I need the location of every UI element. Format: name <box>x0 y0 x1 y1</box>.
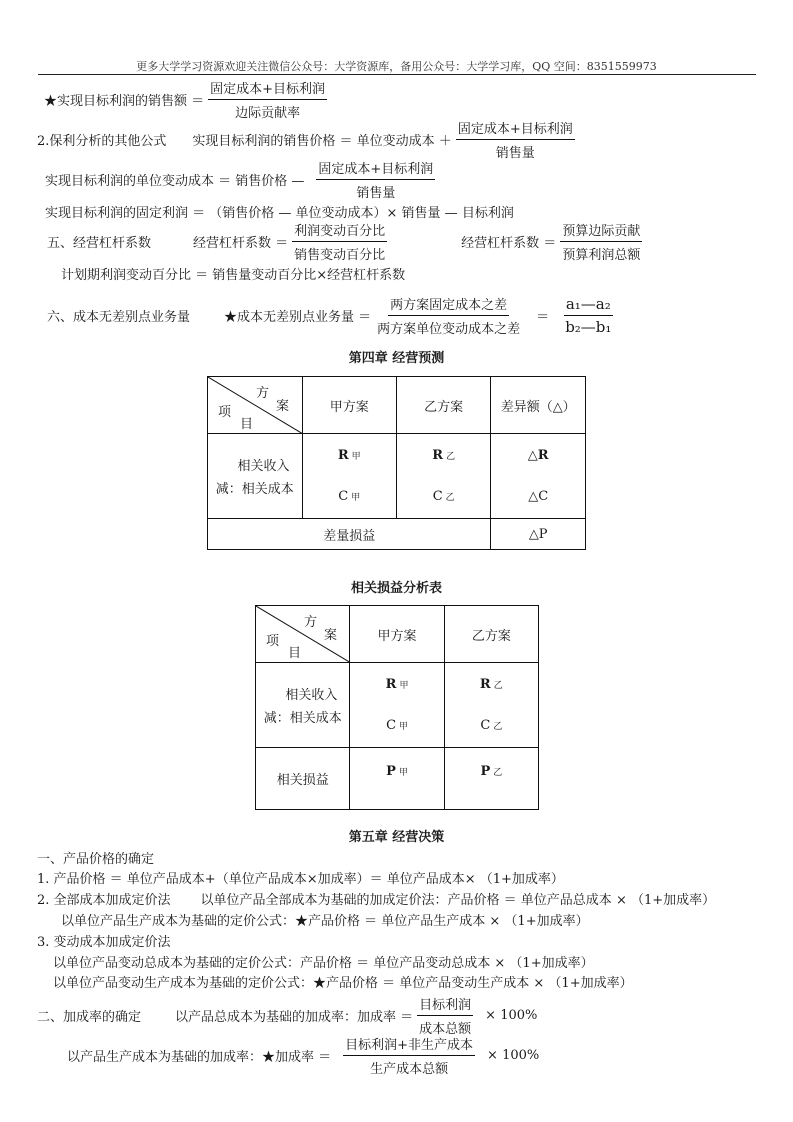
formula-markup-production <box>67 1034 539 1077</box>
fraction <box>343 1034 475 1077</box>
formula-rhs: × 100% <box>487 1048 540 1063</box>
footer-label: 差量损益 <box>208 519 491 550</box>
table-footer-row <box>208 519 586 550</box>
formula-lhs: 以产品总成本为基础的加成率：加成率 ＝ <box>175 1010 414 1025</box>
numerator: 目标利润+非生产成本 <box>343 1034 475 1056</box>
text-line <box>37 889 715 908</box>
row-label-line: 相关收入 <box>237 459 290 474</box>
formula-target-fixed: 实现目标利润的固定利润 ＝ （销售价格 — 单位变动成本）× 销售量 — 目标利润 <box>45 206 514 221</box>
formula-lhs: 经营杠杆系数 ＝ <box>461 236 557 251</box>
cell-value: C <box>480 718 491 733</box>
cell-value: △C <box>528 489 549 504</box>
chapter-5-title: 第五章 经营决策 <box>348 830 445 845</box>
table-row <box>208 434 586 519</box>
numerator: 预算边际贡献 <box>560 220 642 242</box>
cell-subscript: 甲 <box>399 722 409 732</box>
formula-lhs: 以产品生产成本为基础的加成率：★加成率 ＝ <box>67 1050 332 1065</box>
formula-markup-total <box>37 994 537 1037</box>
method-label: 2. 全部成本加成定价法 <box>37 893 171 908</box>
formula-indifference <box>47 294 617 337</box>
corner-top-text: 方 <box>256 386 270 401</box>
fraction <box>560 220 642 263</box>
table-cell <box>302 434 396 519</box>
corner-cell <box>208 377 303 434</box>
table-row <box>256 663 539 748</box>
row-label <box>256 663 350 748</box>
table-footer-row <box>256 748 539 810</box>
formula-target-sales <box>44 78 331 121</box>
formula-target-unit-cost <box>45 158 439 201</box>
text-line: 以单位产品变动生产成本为基础的定价公式：★产品价格 ＝ 单位产品变动生产成本 × （1+加成率） <box>53 976 633 991</box>
table-header-row <box>208 377 586 434</box>
column-header: 甲方案 <box>302 377 396 434</box>
table-header-row <box>256 606 539 663</box>
cell-value: △R <box>527 448 549 463</box>
formula-plan-profit: 计划期利润变动百分比 ＝ 销售量变动百分比×经营杠杆系数 <box>61 268 406 283</box>
chapter-4-title: 第四章 经营预测 <box>348 351 445 366</box>
column-header: 甲方案 <box>350 606 444 663</box>
column-header: 差异额（△） <box>491 377 586 434</box>
denominator: 预算利润总额 <box>562 248 641 263</box>
denominator: 销售量 <box>495 146 535 161</box>
relevant-profit-table <box>255 605 539 810</box>
page-header: 更多大学学习资源欢迎关注微信公众号：大学资源库，备用公众号：大学学习库，QQ 空间：8351559973 <box>136 60 657 73</box>
text-line: 1. 产品价格 ＝ 单位产品成本+（单位产品成本×加成率）＝ 单位产品成本× （1+加成率） <box>37 872 564 887</box>
cell-value: P <box>386 764 396 779</box>
table-2-title: 相关损益分析表 <box>350 581 442 596</box>
section-heading: 一、产品价格的确定 <box>37 852 155 867</box>
corner-left-text: 项 <box>266 634 280 649</box>
cell-subscript: 甲 <box>398 768 408 778</box>
header-rule <box>38 74 756 75</box>
fraction <box>316 158 435 201</box>
denominator: b₂—b₁ <box>565 318 612 336</box>
formula-lhs: ★成本无差别点业务量 ＝ <box>224 310 372 325</box>
section-label: 2.保利分析的其他公式 <box>37 134 167 149</box>
formula-lhs: 实现目标利润的单位变动成本 ＝ 销售价格 — <box>45 174 305 189</box>
footer-value: △P <box>491 519 586 550</box>
symbolic-fraction <box>563 295 613 336</box>
cell-value: R <box>432 448 444 463</box>
cell-subscript: 甲 <box>399 681 409 691</box>
fraction <box>456 118 575 161</box>
cell-value: C <box>432 489 443 504</box>
footer-label: 相关损益 <box>256 748 350 810</box>
table-cell <box>396 434 490 519</box>
denominator: 边际贡献率 <box>235 106 301 121</box>
denominator: 销售量 <box>356 186 396 201</box>
table-cell <box>444 663 538 748</box>
formula-rhs: × 100% <box>485 1008 538 1023</box>
numerator: 两方案固定成本之差 <box>388 294 509 316</box>
section-label: 五、经营杠杆系数 <box>47 236 152 251</box>
cell-value: R <box>337 448 349 463</box>
cell-subscript: 乙 <box>445 493 455 503</box>
table-cell <box>491 434 586 519</box>
corner-cell <box>256 606 350 663</box>
denominator: 两方案单位变动成本之差 <box>377 322 521 337</box>
fraction <box>292 220 387 263</box>
cell-subscript: 乙 <box>493 768 503 778</box>
formula-leverage <box>47 220 646 263</box>
fraction <box>208 78 327 121</box>
cell-value: R <box>385 677 397 692</box>
numerator: 固定成本+目标利润 <box>316 158 435 180</box>
row-label-line: 相关收入 <box>285 688 338 703</box>
cell-subscript: 甲 <box>351 493 361 503</box>
numerator: 固定成本+目标利润 <box>456 118 575 140</box>
row-label <box>208 434 303 519</box>
text-line: 3. 变动成本加成定价法 <box>37 935 171 950</box>
formula-lhs: 经营杠杆系数 ＝ <box>193 236 289 251</box>
footer-cell <box>444 748 538 810</box>
row-label-line: 减：相关成本 <box>263 711 342 726</box>
numerator: 利润变动百分比 <box>292 220 387 242</box>
denominator: 成本总额 <box>419 1022 472 1037</box>
cell-subscript: 乙 <box>446 452 456 462</box>
denominator: 生产成本总额 <box>370 1062 449 1077</box>
cell-value: C <box>338 489 349 504</box>
row-label-line: 减：相关成本 <box>215 482 294 497</box>
cell-subscript: 乙 <box>493 681 503 691</box>
column-header: 乙方案 <box>396 377 490 434</box>
fraction <box>417 994 473 1037</box>
cell-value: C <box>386 718 397 733</box>
corner-bottom-text: 目 <box>240 417 254 432</box>
section-heading: 二、加成率的确定 <box>37 1010 142 1025</box>
formula-target-price <box>37 118 579 161</box>
equals-sign: ＝ <box>536 310 550 325</box>
corner-bottom-text: 目 <box>288 646 302 661</box>
numerator: 固定成本+目标利润 <box>208 78 327 100</box>
numerator: a₁—a₂ <box>564 295 613 316</box>
corner-top-text: 方 <box>304 615 318 630</box>
corner-right-text: 案 <box>324 628 338 643</box>
footer-cell <box>350 748 444 810</box>
text-line: 以单位产品生产成本为基础的定价公式：★产品价格 ＝ 单位产品生产成本 × （1+加成率） <box>61 914 589 929</box>
formula-lhs: ★实现目标利润的销售额 ＝ <box>44 94 205 109</box>
fraction <box>375 294 522 337</box>
column-header: 乙方案 <box>444 606 538 663</box>
denominator: 销售变动百分比 <box>294 248 386 263</box>
formula-lhs: 实现目标利润的销售价格 ＝ 单位变动成本 ＋ <box>192 134 452 149</box>
cell-value: P <box>480 764 491 779</box>
differential-analysis-table <box>207 376 586 550</box>
section-label: 六、成本无差别点业务量 <box>47 310 191 325</box>
cell-value: R <box>479 677 491 692</box>
numerator: 目标利润 <box>417 994 473 1016</box>
formula: 以单位产品全部成本为基础的加成定价法：产品价格 ＝ 单位产品总成本 × （1+加成率） <box>200 893 716 908</box>
corner-left-text: 项 <box>218 405 232 420</box>
text-line: 以单位产品变动总成本为基础的定价公式：产品价格 ＝ 单位产品变动总成本 × （1+加成率） <box>53 956 594 971</box>
cell-subscript: 乙 <box>493 722 503 732</box>
cell-subscript: 甲 <box>351 452 361 462</box>
table-cell <box>350 663 444 748</box>
corner-right-text: 案 <box>276 399 290 414</box>
